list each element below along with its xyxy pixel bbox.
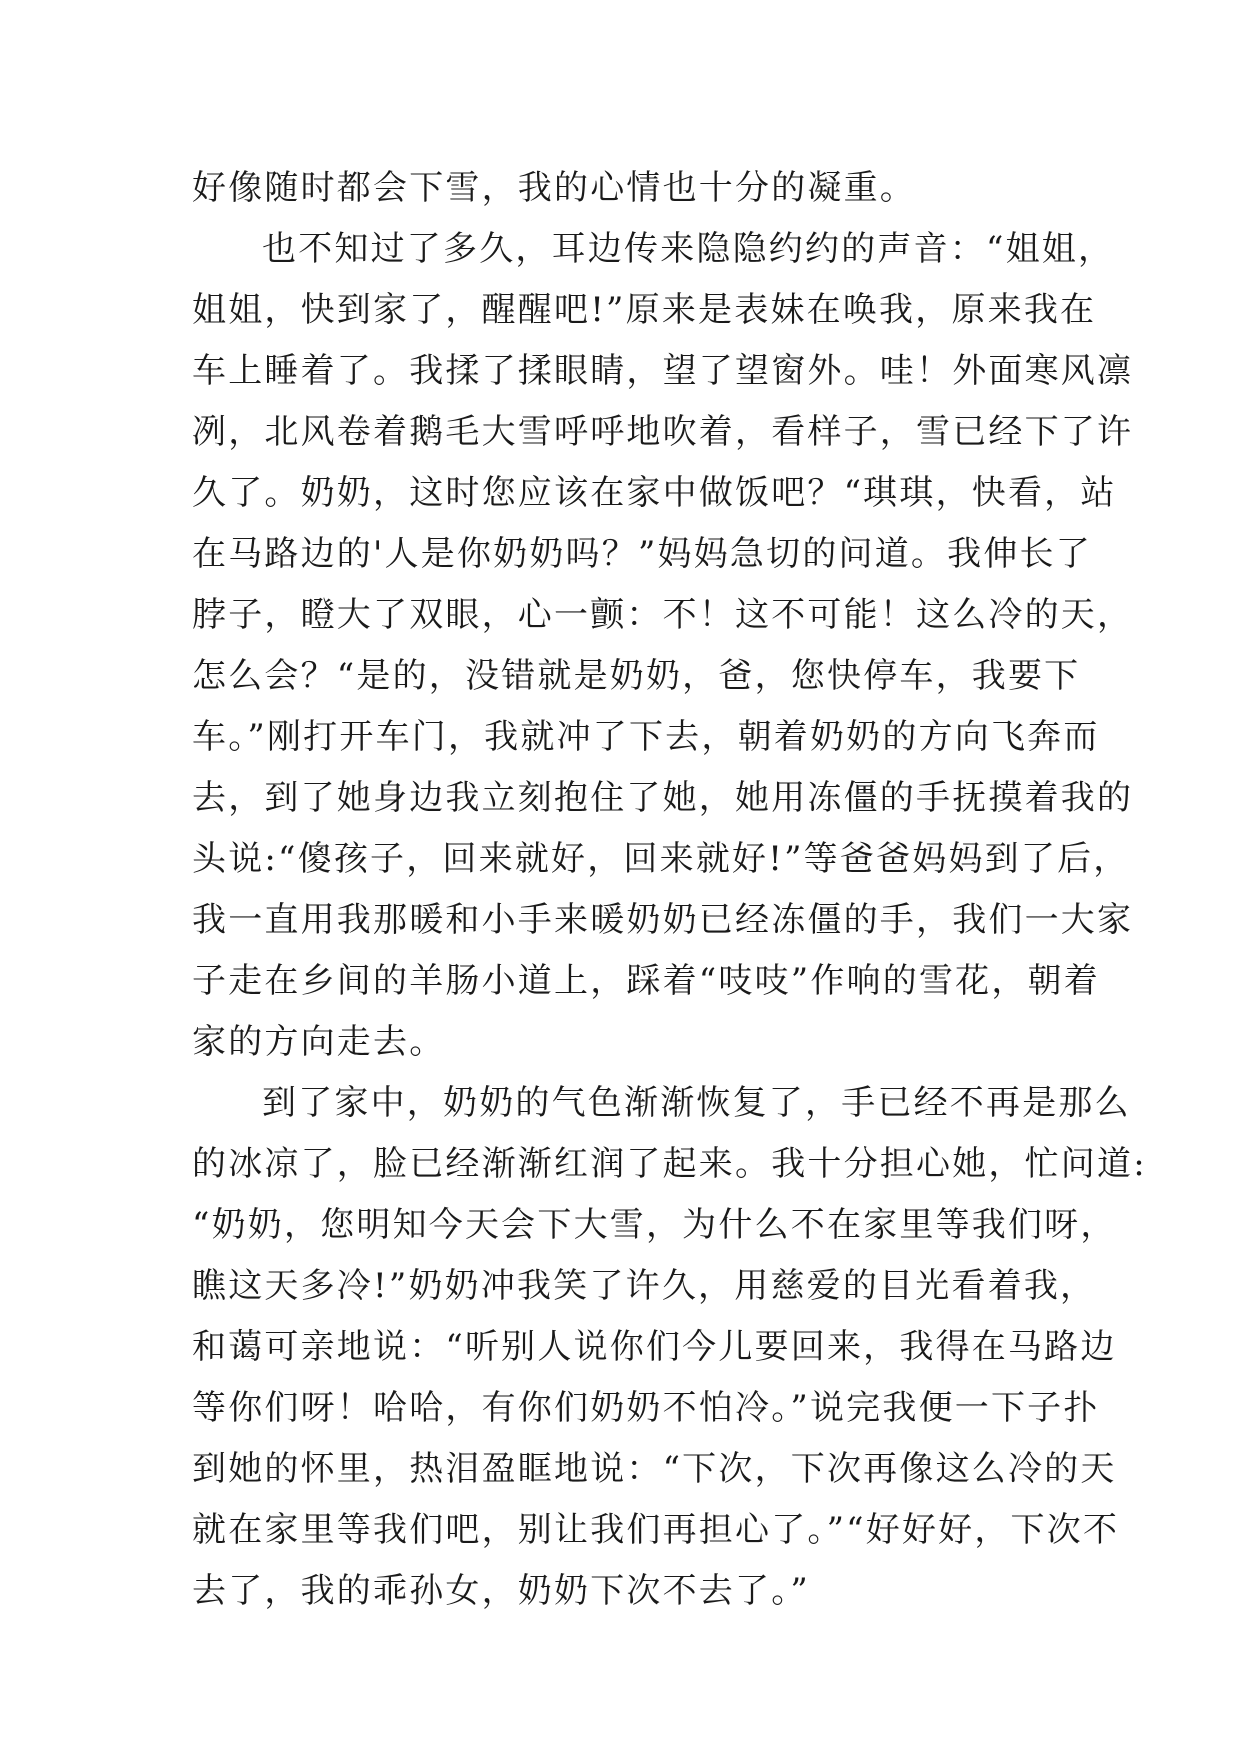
text-line: 久了。奶奶，这时您应该在家中做饭吧？“琪琪，快看，站 <box>192 473 1117 513</box>
paragraph-start-line: 也不知过了多久，耳边传来隐隐约约的声音：“姐姐， <box>262 229 1115 269</box>
text-line: 怎么会？“是的，没错就是奶奶，爸，您快停车，我要下 <box>192 656 1081 696</box>
text-line: 在马路边的'人是你奶奶吗？”妈妈急切的问道。我伸长了 <box>192 534 1092 574</box>
text-line: 就在家里等我们吧，别让我们再担心了。”“好好好，下次不 <box>192 1510 1120 1550</box>
text-line: 等你们呀！哈哈，有你们奶奶不怕冷。”说完我便一下子扑 <box>192 1388 1100 1428</box>
text-line: 瞧这天多冷!”奶奶冲我笑了许久，用慈爱的目光看着我， <box>192 1266 1097 1306</box>
text-line: 家的方向走去。 <box>192 1022 446 1062</box>
body-text <box>192 158 1147 1622</box>
text-line: 的冰凉了，脸已经渐渐红润了起来。我十分担心她，忙问道: <box>192 1144 1147 1184</box>
text-line: 脖子，瞪大了双眼，心一颤：不！这不可能！这么冷的天， <box>192 595 1134 635</box>
text-line: “奶奶，您明知今天会下大雪，为什么不在家里等我们呀， <box>192 1205 1117 1245</box>
paragraph-start-line: 到了家中，奶奶的气色渐渐恢复了，手已经不再是那么 <box>262 1083 1131 1123</box>
text-line: 去，到了她身边我立刻抱住了她，她用冻僵的手抚摸着我的 <box>192 778 1134 818</box>
text-line: 我一直用我那暖和小手来暖奶奶已经冻僵的手，我们一大家 <box>192 900 1134 940</box>
text-line: 姐姐，快到家了，醒醒吧!”原来是表妹在唤我，原来我在 <box>192 290 1097 330</box>
text-line: 子走在乡间的羊肠小道上，踩着“吱吱”作响的雪花，朝着 <box>192 961 1100 1001</box>
text-line: 和蔼可亲地说：“听别人说你们今儿要回来，我得在马路边 <box>192 1327 1117 1367</box>
text-line: 车。”刚打开车门，我就冲了下去，朝着奶奶的方向飞奔而 <box>192 717 1100 757</box>
text-line: 去了，我的乖孙女，奶奶下次不去了。” <box>192 1571 810 1611</box>
text-line: 到她的怀里，热泪盈眶地说：“下次，下次再像这么冷的天 <box>192 1449 1117 1489</box>
text-line: 头说:“傻孩子，回来就好，回来就好!”等爸爸妈妈到了后， <box>192 839 1130 879</box>
text-line: 冽，北风卷着鹅毛大雪呼呼地吹着，看样子，雪已经下了许 <box>192 412 1134 452</box>
text-line: 车上睡着了。我揉了揉眼睛，望了望窗外。哇！外面寒风凛 <box>192 351 1134 391</box>
text-line: 好像随时都会下雪，我的心情也十分的凝重。 <box>192 168 916 208</box>
